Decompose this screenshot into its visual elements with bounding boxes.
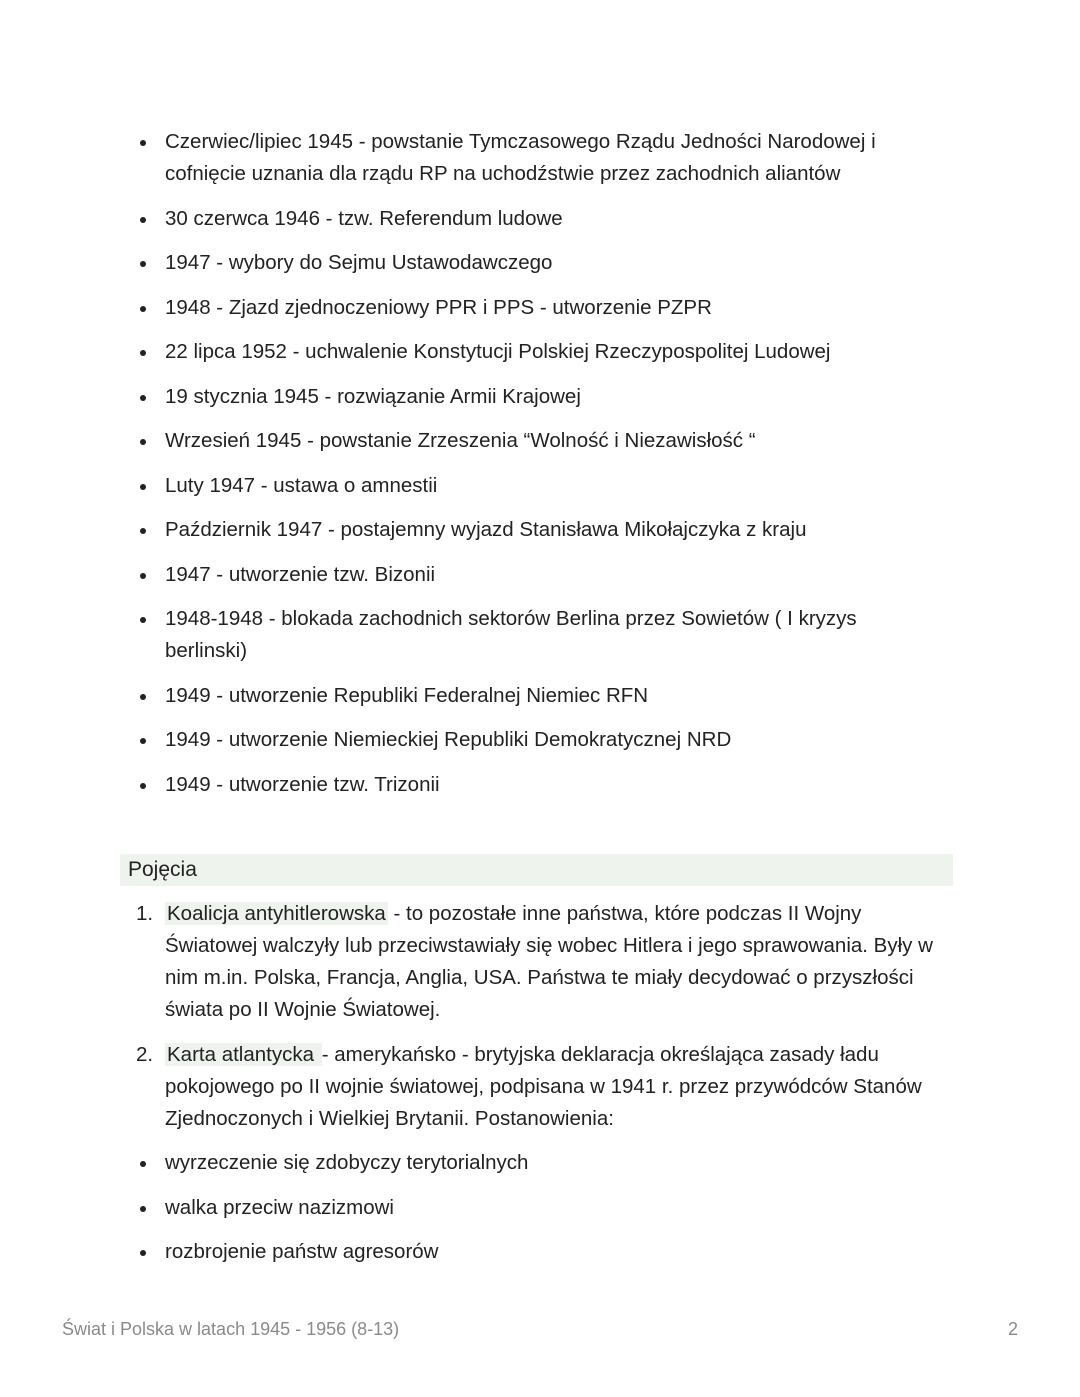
postanowienie-text: wyrzeczenie się zdobyczy terytorialnych	[165, 1151, 529, 1174]
timeline-item	[128, 292, 928, 324]
timeline-item-text: Luty 1947 - ustawa o amnestii	[165, 473, 438, 497]
timeline-item	[128, 680, 928, 712]
bullet-icon	[140, 306, 146, 312]
timeline-item	[128, 769, 928, 801]
timeline-item-text: 30 czerwca 1946 - tzw. Referendum ludowe	[165, 206, 563, 230]
timeline-item-text: 1947 - wybory do Sejmu Ustawodawczego	[165, 251, 553, 274]
page-number: 2	[1007, 1319, 1018, 1339]
timeline-item	[128, 336, 928, 368]
timeline-item-text: Czerwiec/lipiec 1945 - powstanie Tymczasowego Rządu Jedności Narodowej i cofnięcie uznania dla rządu RP na uchodźstwie przez zachodnich aliantów	[165, 130, 876, 185]
footer-title: Świat i Polska w latach 1945 - 1956 (8-13)	[62, 1319, 400, 1339]
bullet-icon	[140, 694, 146, 700]
postanowienie-item	[128, 1147, 958, 1179]
bullet-icon	[140, 783, 146, 789]
bullet-icon	[140, 261, 146, 267]
definition-term: Karta atlantycka	[167, 1042, 320, 1066]
bullet-icon	[140, 1250, 146, 1256]
bullet-icon	[140, 484, 146, 490]
postanowienie-item	[128, 1192, 958, 1224]
bullet-icon	[140, 738, 146, 744]
bullet-icon	[140, 1161, 146, 1167]
postanowienie-item	[128, 1236, 958, 1268]
timeline-item-text: 1948-1948 - blokada zachodnich sektorów Berlina przez Sowietów ( I kryzys berlinski)	[165, 607, 857, 662]
timeline-item-text: 1949 - utworzenie Republiki Federalnej Niemiec RFN	[165, 683, 649, 707]
definition-number: 2.	[136, 1042, 154, 1066]
timeline-item	[128, 470, 928, 502]
timeline-item	[128, 126, 928, 190]
bullet-icon	[140, 217, 146, 223]
timeline-item	[128, 724, 928, 756]
postanowienie-text: walka przeciw nazizmowi	[165, 1195, 394, 1219]
timeline-item-text: 1949 - utworzenie tzw. Trizonii	[165, 772, 440, 796]
timeline-item	[128, 425, 928, 457]
bullet-icon	[140, 395, 146, 401]
definition-term: Koalicja antyhitlerowska	[167, 902, 386, 925]
timeline-item	[128, 603, 928, 667]
timeline-item-text: 1949 - utworzenie Niemieckiej Republiki Demokratycznej NRD	[165, 728, 732, 751]
bullet-icon	[140, 617, 146, 623]
definition-text: - amerykańsko - brytyjska deklaracja określająca zasady ładu pokojowego po II wojnie światowej, podpisana w 1941 r. przez przywódców Stanów Zjednoczonych i Wielkiej Brytanii. Postanowienia:	[165, 1042, 922, 1130]
timeline-item-text: Wrzesień 1945 - powstanie Zrzeszenia “Wolność i Niezawisłość “	[165, 429, 756, 452]
bullet-icon	[140, 573, 146, 579]
timeline-item	[128, 514, 928, 546]
definition-item	[128, 1039, 958, 1135]
bullet-icon	[140, 350, 146, 356]
definition-item	[128, 898, 958, 1026]
timeline-list	[128, 126, 928, 813]
timeline-item-text: 19 stycznia 1945 - rozwiązanie Armii Krajowej	[165, 384, 581, 408]
postanowienia-list	[128, 1147, 958, 1268]
bullet-icon	[140, 439, 146, 445]
bullet-icon	[140, 1206, 146, 1212]
timeline-item	[128, 381, 928, 413]
section-heading: Pojęcia	[120, 854, 953, 886]
definitions-list	[128, 898, 958, 1281]
timeline-item-text: Październik 1947 - postajemny wyjazd Stanisława Mikołajczyka z kraju	[165, 518, 807, 541]
definition-number: 1.	[136, 902, 154, 925]
timeline-item-text: 1948 - Zjazd zjednoczeniowy PPR i PPS - utworzenie PZPR	[165, 295, 712, 319]
definition-text: - to pozostałe inne państwa, które podczas II Wojny Światowej walczyły lub przeciwstawiały się wobec Hitlera i jego sprawowania. Były w nim m.in. Polska, Francja, Anglia, USA. Państwa te miały decydować o przyszłości świata po II Wojnie Światowej.	[165, 902, 933, 1021]
timeline-item-text: 22 lipca 1952 - uchwalenie Konstytucji Polskiej Rzeczypospolitej Ludowej	[165, 340, 831, 363]
timeline-item-text: 1947 - utworzenie tzw. Bizonii	[165, 562, 436, 586]
postanowienie-text: rozbrojenie państw agresorów	[165, 1240, 439, 1263]
timeline-item	[128, 559, 928, 591]
timeline-item	[128, 247, 928, 279]
bullet-icon	[140, 140, 146, 146]
timeline-item	[128, 203, 928, 235]
postanowienia-container	[128, 1147, 958, 1268]
bullet-icon	[140, 528, 146, 534]
